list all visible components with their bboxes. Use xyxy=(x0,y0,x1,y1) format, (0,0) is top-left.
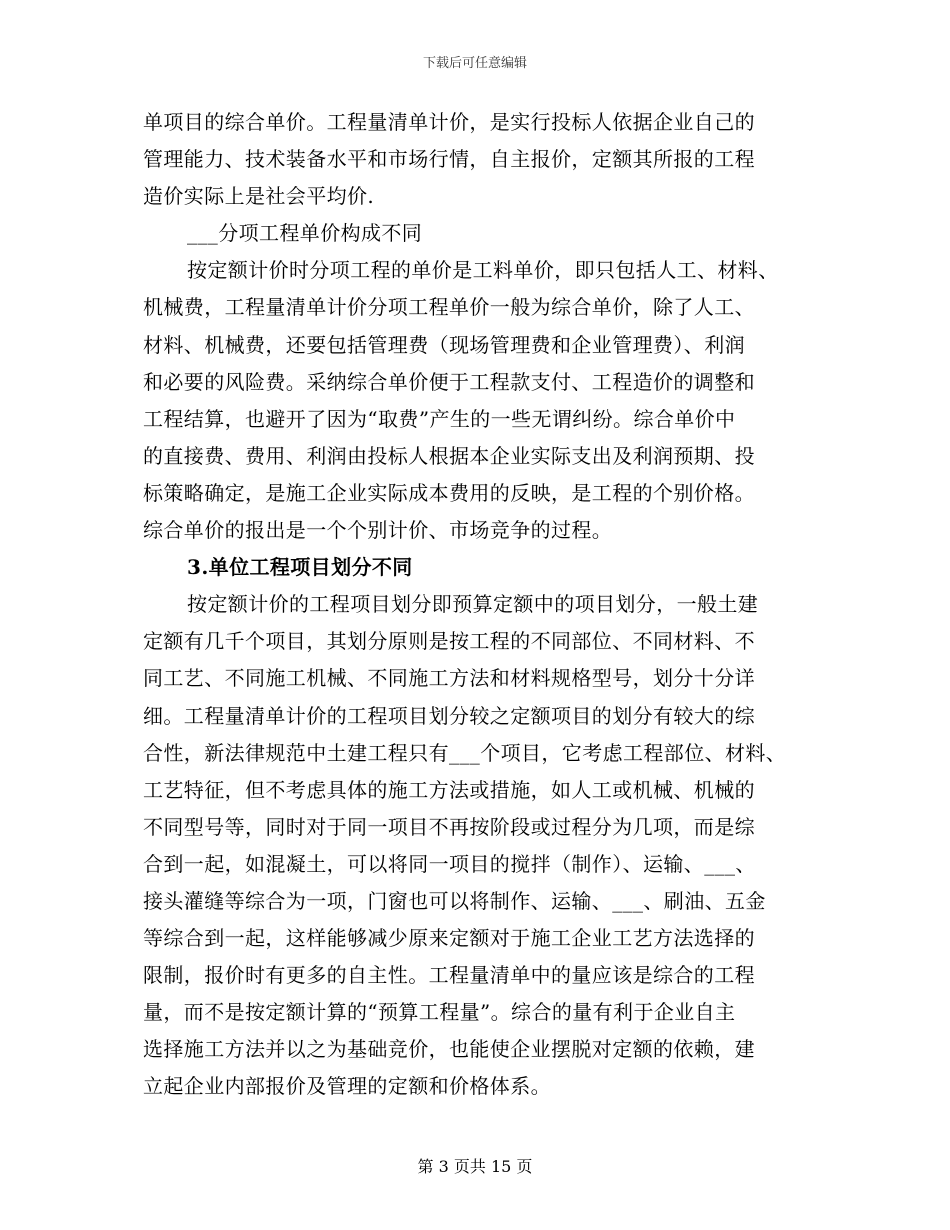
text-line: 立起企业内部报价及管理的定额和价格体系。 xyxy=(143,1074,551,1099)
text-line: 合性，新法律规范中土建工程只有___个项目，它考虑工程部位、材料、 xyxy=(143,740,787,765)
text-line: 的直接费、费用、利润由投标人根据本企业实际支出及利润预期、投 xyxy=(143,443,755,468)
section-heading: 3.单位工程项目划分不同 xyxy=(187,555,413,580)
text-line: 工程结算，也避开了因为“取费”产生的一些无谓纠纷。综合单价中 xyxy=(143,406,736,431)
text-line: 不同型号等，同时对于同一项目不再按阶段或过程分为几项，而是综 xyxy=(143,814,755,839)
page-footer: 第 3 页共 15 页 xyxy=(417,1157,533,1176)
text-line: 材料、机械费，还要包括管理费（现场管理费和企业管理费）、利润 xyxy=(143,332,745,357)
text-line: 按定额计价时分项工程的单价是工料单价，即只包括人工、材料、 xyxy=(187,258,779,283)
text-line: 管理能力、技术装备水平和市场行情，自主报价，定额其所报的工程 xyxy=(143,147,755,172)
text-line: 和必要的风险费。采纳综合单价便于工程款支付、工程造价的调整和 xyxy=(143,369,755,394)
text-line: 接头灌缝等综合为一项，门窗也可以将制作、运输、___、刷油、五金 xyxy=(143,888,766,913)
text-line: 机械费，工程量清单计价分项工程单价一般为综合单价，除了人工、 xyxy=(143,295,755,320)
text-line: 工艺特征，但不考虑具体的施工方法或措施，如人工或机械、机械的 xyxy=(143,777,755,802)
page-header: 下载后可任意编辑 xyxy=(422,56,527,71)
text-line: 细。工程量清单计价的工程项目划分较之定额项目的划分有较大的综 xyxy=(143,703,755,728)
text-line: 合到一起，如混凝土，可以将同一项目的搅拌（制作）、运输、___、 xyxy=(143,851,756,876)
text-line: 单项目的综合单价。工程量清单计价，是实行投标人依据企业自己的 xyxy=(143,110,755,134)
text-line: 选择施工方法并以之为基础竞价，也能使企业摆脱对定额的依赖，建 xyxy=(143,1037,755,1062)
text-line: 同工艺、不同施工机械、不同施工方法和材料规格型号，划分十分详 xyxy=(143,666,755,691)
text-line: 量，而不是按定额计算的“预算工程量”。综合的量有利于企业自主 xyxy=(143,1000,736,1025)
document-body xyxy=(143,104,823,1106)
text-line: 定额有几千个项目，其划分原则是按工程的不同部位、不同材料、不 xyxy=(143,629,755,654)
text-line: 等综合到一起，这样能够减少原来定额对于施工企业工艺方法选择的 xyxy=(143,926,755,951)
text-line: 综合单价的报出是一个个别计价、市场竞争的过程。 xyxy=(143,518,613,543)
text-line: 按定额计价的工程项目划分即预算定额中的项目划分，一般土建 xyxy=(187,592,759,617)
text-line: 标策略确定，是施工企业实际成本费用的反映，是工程的个别价格。 xyxy=(143,480,755,505)
text-line: 造价实际上是社会平均价. xyxy=(143,184,375,209)
text-line: ___分项工程单价构成不同 xyxy=(187,221,423,246)
text-line: 限制，报价时有更多的自主性。工程量清单中的量应该是综合的工程 xyxy=(143,963,755,988)
